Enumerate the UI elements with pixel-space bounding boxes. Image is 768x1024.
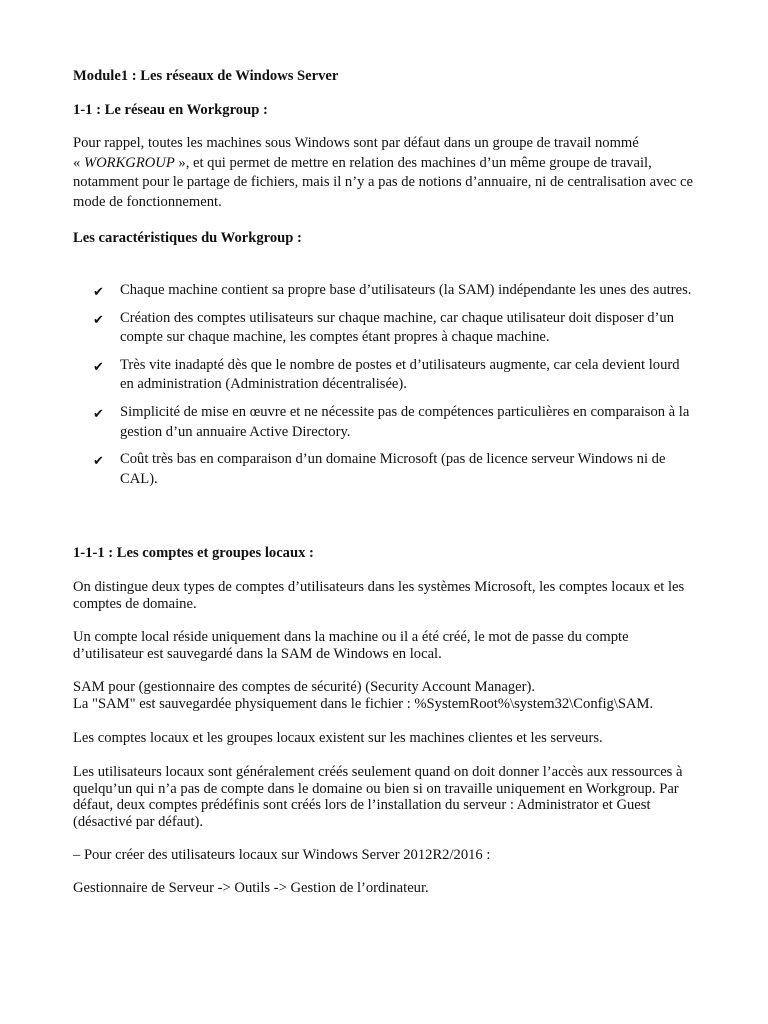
list-item [93,309,693,348]
list-item-text: Très vite inadapté dès que le nombre de postes et d’utilisateurs augmente, car cela devient lourd en administration (Administration décentralisée). [120,356,680,393]
section-heading-workgroup: 1-1 : Le réseau en Workgroup : [73,102,268,118]
paragraph-local-users: Les utilisateurs locaux sont généralement créés seulement quand on doit donner l’accès aux ressources à quelqu’un qui n’a pas de compte dans le domaine ou bien si on travaille uniquement en Workgroup. Par défaut, deux comptes prédéfinis sont créés lors de l’installation du serveur : Administrator et Guest (désactivé par défaut). [73,764,683,830]
paragraph-account-types: On distingue deux types de comptes d’utilisateurs dans les systèmes Microsoft, les comptes locaux et les comptes de domaine. [73,579,685,612]
intro-text-part1: Pour rappel, toutes les machines sous Windows sont par défaut dans un groupe de travail nommé « [73,135,639,171]
intro-text-part2: », et qui permet de mettre en relation des machines d’un même groupe de travail, notamment pour le partage de fichiers, mais il n’y a pas de notions d’annuaire, ni de centralisation avec ce mode de fonctionnement. [73,154,694,211]
paragraph-create-users: – Pour créer des utilisateurs locaux sur Windows Server 2012R2/2016 : [73,847,491,863]
list-item [93,281,693,301]
intro-workgroup-term: WORKGROUP [83,154,175,171]
checkmark-icon: ✔ [93,285,104,300]
list-item [93,356,693,395]
characteristics-heading: Les caractéristiques du Workgroup : [73,230,302,246]
paragraph-navigation-path: Gestionnaire de Serveur -> Outils -> Gestion de l’ordinateur. [73,880,429,896]
characteristics-list [93,281,693,490]
paragraph-local-account: Un compte local réside uniquement dans la machine ou il a été créé, le mot de passe du compte d’utilisateur est sauvegardé dans la SAM de Windows en local. [73,629,629,662]
paragraph-local-groups: Les comptes locaux et les groupes locaux existent sur les machines clientes et les serveurs. [73,730,603,746]
document-title: Module1 : Les réseaux de Windows Server [73,68,339,84]
sam-path-line: La "SAM" est sauvegardée physiquement dans le fichier : %SystemRoot%\system32\Config\SAM. [73,695,654,712]
list-item-text: Simplicité de mise en œuvre et ne nécessite pas de compétences particulières en comparaison à la gestion d’un annuaire Active Directory. [120,403,690,440]
checkmark-icon: ✔ [93,454,104,470]
checkmark-icon: ✔ [93,406,104,422]
sam-definition-line: SAM pour (gestionnaire des comptes de sécurité) (Security Account Manager). [73,679,535,695]
checkmark-icon: ✔ [93,359,104,375]
list-item-text: Coût très bas en comparaison d’un domaine Microsoft (pas de licence serveur Windows ni de CAL). [120,451,666,487]
workgroup-intro-paragraph [73,134,698,213]
list-item [93,403,693,442]
list-item-text: Création des comptes utilisateurs sur chaque machine, car chaque utilisateur doit disposer d’un compte sur chaque machine, les comptes étant propres à chaque machine. [120,309,674,346]
section-heading-local-accounts: 1-1-1 : Les comptes et groupes locaux : [73,545,314,561]
list-item-text: Chaque machine contient sa propre base d’utilisateurs (la SAM) indépendante les unes des autres. [120,282,692,298]
checkmark-icon: ✔ [93,312,104,328]
paragraph-sam-definition [73,679,698,712]
list-item [93,450,693,489]
